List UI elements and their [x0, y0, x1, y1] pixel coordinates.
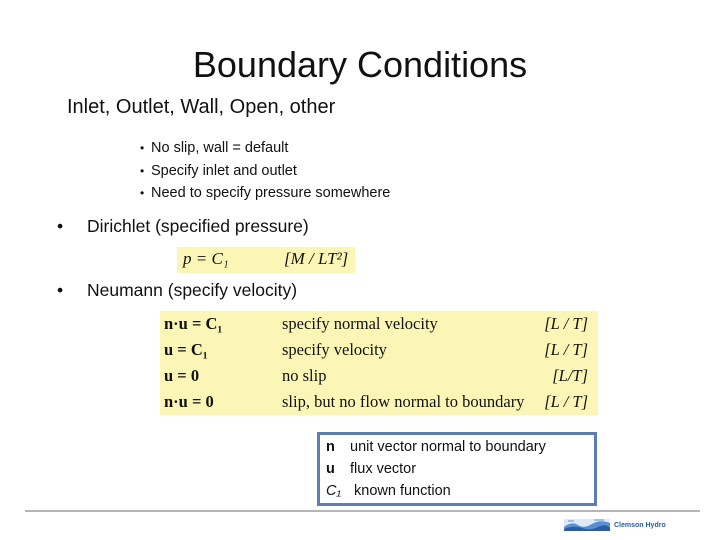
clemson-hydro-logo — [564, 516, 674, 534]
legend-text: unit vector normal to boundary — [350, 439, 546, 455]
legend-item — [326, 483, 451, 499]
legend-symbol: n — [326, 439, 335, 455]
equation-desc: specify velocity — [282, 340, 387, 359]
equation-math: n·u = 0 — [164, 392, 214, 411]
symbol-legend — [317, 432, 597, 506]
slide-subtitle: Inlet, Outlet, Wall, Open, other — [67, 96, 336, 118]
equation-row — [160, 311, 598, 337]
equation-unit: [L / T] — [544, 392, 588, 411]
equation-unit: [L / T] — [544, 314, 588, 333]
slide-title: Boundary Conditions — [192, 44, 528, 85]
bullet-dirichlet — [57, 216, 309, 237]
bullet-marker: • — [57, 280, 64, 300]
equation-math: n·u = C₁ — [164, 314, 223, 333]
legend-symbol: u — [326, 461, 335, 477]
equation-lhs: p = C₁ — [183, 249, 229, 268]
equation-unit: [L / T] — [544, 340, 588, 359]
equation-math: u = C₁ — [164, 340, 208, 359]
equation-row — [160, 363, 598, 389]
equation-desc: no slip — [282, 366, 327, 385]
note-item: • Need to specify pressure somewhere — [140, 182, 390, 205]
equation-unit: [L/T] — [552, 366, 588, 385]
bullet-neumann — [57, 280, 297, 301]
legend-symbol: C₁ — [326, 483, 342, 499]
note-item: • Specify inlet and outlet — [140, 160, 390, 183]
bullet-text: Dirichlet (specified pressure) — [87, 216, 309, 236]
bullet-text: Neumann (specify velocity) — [87, 280, 298, 300]
logo-text: Clemson Hydro — [614, 521, 666, 529]
legend-item — [326, 461, 416, 477]
clemson-hydro-wave-logo-icon — [564, 517, 610, 533]
equation-units: [M / LT²] — [284, 249, 349, 268]
footer-divider — [25, 510, 700, 512]
neumann-equations — [160, 311, 598, 415]
equation-row — [160, 389, 598, 415]
dirichlet-equation — [177, 247, 355, 273]
equation-math: u = 0 — [164, 366, 200, 385]
legend-text: flux vector — [350, 461, 417, 477]
equation-desc: specify normal velocity — [282, 314, 438, 333]
equation-desc: slip, but no flow normal to boundary — [282, 392, 525, 411]
note-item: • No slip, wall = default — [140, 137, 390, 160]
equation-row — [160, 337, 598, 363]
legend-item — [326, 439, 546, 455]
legend-text: known function — [354, 483, 451, 499]
notes-list — [140, 137, 390, 205]
bullet-marker: • — [57, 216, 64, 236]
